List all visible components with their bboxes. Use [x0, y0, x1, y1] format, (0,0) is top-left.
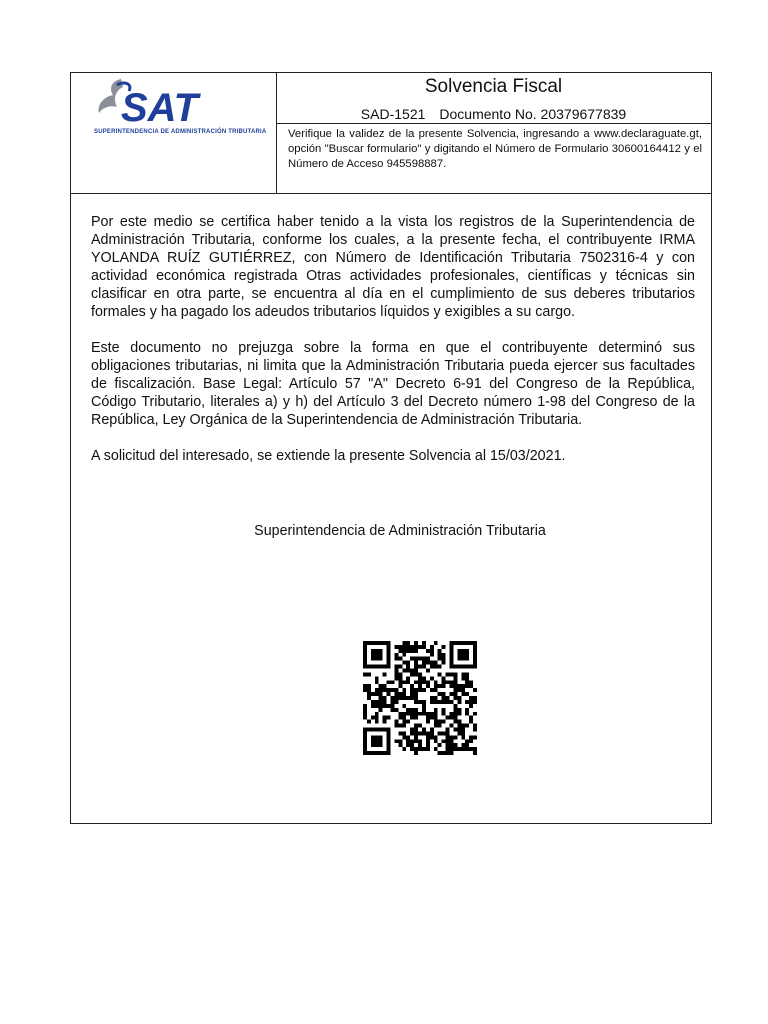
- verify-box: [276, 123, 711, 194]
- document-body: [91, 213, 695, 483]
- signature-line: Superintendencia de Administración Tributaria: [254, 523, 546, 539]
- svg-text:SAT: SAT: [121, 86, 199, 129]
- document-header: [71, 73, 711, 194]
- form-code: SAD-1521: [360, 106, 426, 122]
- certification-paragraph: Por este medio se certifica haber tenido a la vista los registros de la Superintendencia de Administración Tributaria, conforme los cuales, a la presente fecha, el contribuyente IRMA YOLANDA RUÍZ GUTIÉRREZ, con Número de Identificación Tributaria 7502316-4 y con actividad económica registrada Otras actividades profesionales, científicas y técnicas sin clasificar en otra parte, se encuentra al día en el cumplimiento de sus deberes tributarios formales y ha pagado los adeudos tributarios líquidos y exigibles a su cargo.: [91, 214, 695, 320]
- solvency-document: [70, 72, 712, 824]
- document-number: Documento No. 20379677839: [439, 106, 627, 122]
- sat-logo-icon: [93, 77, 233, 129]
- logo-subtitle: SUPERINTENDENCIA DE ADMINISTRACIÓN TRIBUTARIA: [94, 129, 267, 135]
- qr-code-icon: [363, 641, 477, 755]
- issuance-paragraph: A solicitud del interesado, se extiende la presente Solvencia al 15/03/2021.: [91, 448, 566, 464]
- legal-basis-paragraph: Este documento no prejuzga sobre la forma en que el contribuyente determinó sus obligaciones tributarias, ni limita que la Administración Tributaria pueda ejercer sus facultades de fiscalización. Base Legal: Artículo 57 "A" Decreto 6-91 del Congreso de la República, Código Tributario, literales a) y h) del Artículo 3 del Decreto número 1-98 del Congreso de la República, Ley Orgánica de la Superintendencia de Administración Tributaria.: [91, 340, 695, 428]
- document-title: Solvencia Fiscal: [424, 76, 563, 97]
- document-subtitle: [276, 106, 711, 122]
- verify-text: Verifique la validez de la presente Solvencia, ingresando a www.declaraguate.gt, opción "Buscar formulario" y digitando el Número de Formulario 30600164412 y el Número de Acceso 945598887.: [288, 128, 702, 170]
- sat-logo: [71, 73, 277, 193]
